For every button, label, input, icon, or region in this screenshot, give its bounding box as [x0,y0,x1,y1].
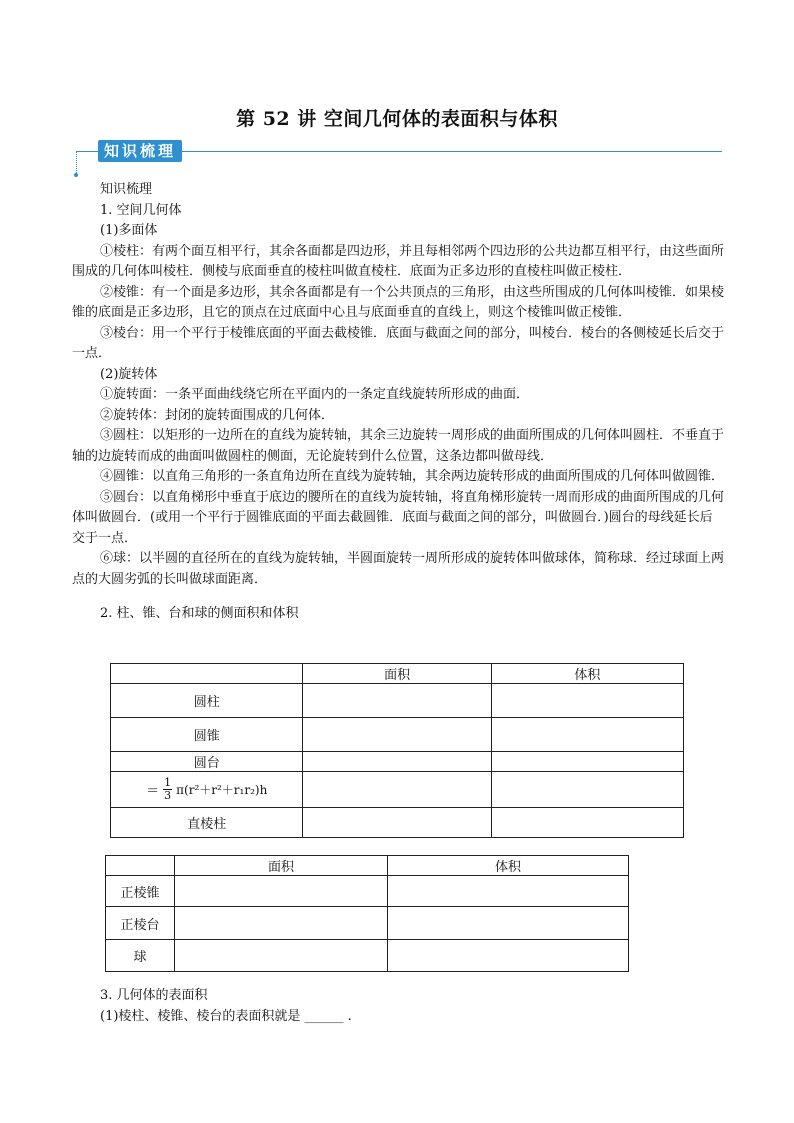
table2-cell[interactable] [388,907,629,940]
formula-body: π(r²＋r²＋r₁r₂)h [176,783,268,797]
table1-cell[interactable] [303,772,491,808]
table1-cell[interactable] [303,718,491,752]
table1-formula-cell [111,772,303,808]
table2-row-label: 正棱台 [106,907,175,940]
s1-polyhedron: (1)多面体 [100,223,158,238]
table1-row-label: 圆台 [111,752,303,772]
table1-row-label: 圆锥 [111,718,303,752]
formula-denominator: 3 [164,789,172,802]
page-title: 第 52 讲 空间几何体的表面积与体积 [236,108,558,130]
table1-row-label: 直棱柱 [111,808,303,838]
s1-rotation: (2)旋转体 [100,366,158,382]
table2-cell[interactable] [388,940,629,972]
table1-cell[interactable] [491,808,683,838]
table2-header-area: 面积 [175,856,388,876]
volume-table-2 [105,855,629,972]
table2-row-label: 球 [106,940,175,972]
table2-header-empty [106,856,175,876]
frustum-volume-formula [146,777,267,802]
table2-cell[interactable] [175,876,388,907]
volume-table-1 [110,663,684,838]
s1-surface: ①旋转面：一条平面曲线绕它所在平面内的一条定直线旋转所形成的曲面． [100,387,530,402]
formula-fraction [163,777,172,802]
s1-body: ②旋转体：封闭的旋转面围成的几何体． [100,407,335,423]
section-badge: 知识梳理 [98,140,182,162]
table1-cell[interactable] [491,718,683,752]
section-header [70,138,722,178]
s3-title: 3. 几何体的表面积 [100,988,208,1003]
s1-prism: ①棱柱：有两个面互相平行，其余各面都是四边形，并且每相邻两个四边形的公共边都互相平行，由这些面所围成的几何体叫棱柱．侧棱与底面垂直的棱柱叫做直棱柱．底面为正多边形的直棱柱叫做正棱柱． [72,243,725,279]
heading: 知识梳理 [100,182,153,197]
table2-row-label: 正棱锥 [106,876,175,907]
formula-numerator: 1 [164,776,172,789]
table1-cell[interactable] [491,684,683,718]
table1-cell[interactable] [491,752,683,772]
section-rule-vertical [76,151,77,175]
table1-row-label: 圆柱 [111,684,303,718]
table2-cell[interactable] [388,876,629,907]
s1-title: 1. 空间几何体 [100,202,182,218]
table1-header-area: 面积 [303,664,491,684]
section-3 [100,986,724,1027]
table2-cell[interactable] [175,907,388,940]
s1-cone: ④圆锥：以直角三角形的一条直角边所在直线为旋转轴，其余两边旋转形成的曲面所围成的几何体叫做圆锥． [100,469,725,484]
formula-equals: ＝ [146,784,160,799]
table1-cell[interactable] [303,808,491,838]
table1-cell[interactable] [491,772,683,808]
table1-cell[interactable] [303,684,491,718]
table1-header-empty [111,664,303,684]
s1-pyramid: ②棱锥：有一个面是多边形，其余各面都是有一个公共顶点的三角形，由这些所围成的几何体叫棱锥．如果棱锥的底面是正多边形，且它的顶点在过底面中心且与底面垂直的直线上，则这个棱锥叫做正棱锥． [72,284,725,320]
table2-header-volume: 体积 [388,856,629,876]
section-dot [74,173,78,177]
s1-cylinder: ③圆柱：以矩形的一边所在的直线为旋转轴，其余三边旋转一周形成的曲面所围成的几何体叫圆柱．不垂直于轴的边旋转而成的曲面叫做圆柱的侧面，无论旋转到什么位置，这条边都叫做母线． [72,428,725,464]
s1-sphere: ⑥球：以半圆的直径所在的直线为旋转轴，半圆面旋转一周所形成的旋转体叫做球体，简称球．经过球面上两点的大圆劣弧的长叫做球面距离． [72,551,725,587]
s2-title: 2. 柱、锥、台和球的侧面积和体积 [100,606,299,621]
s1-frustum: ③棱台：用一个平行于棱锥底面的平面去截棱锥．底面与截面之间的部分，叫棱台．棱台的各侧棱延长后交于一点． [72,325,725,361]
s1-frustum-cone: ⑤圆台：以直角梯形中垂直于底边的腰所在的直线为旋转轴，将直角梯形旋转一周而形成的曲面所围成的几何体叫做圆台．(或用一个平行于圆锥底面的平面去截圆锥．底面与截面之间的部分，叫做圆台．)圆台的母线延长后交于一点． [72,489,725,546]
main-content [72,180,725,625]
table1-cell[interactable] [303,752,491,772]
table2-cell[interactable] [175,940,388,972]
s3-line1: (1)棱柱、棱锥、棱台的表面积就是 ______ . [100,1008,352,1024]
table1-header-volume: 体积 [491,664,683,684]
